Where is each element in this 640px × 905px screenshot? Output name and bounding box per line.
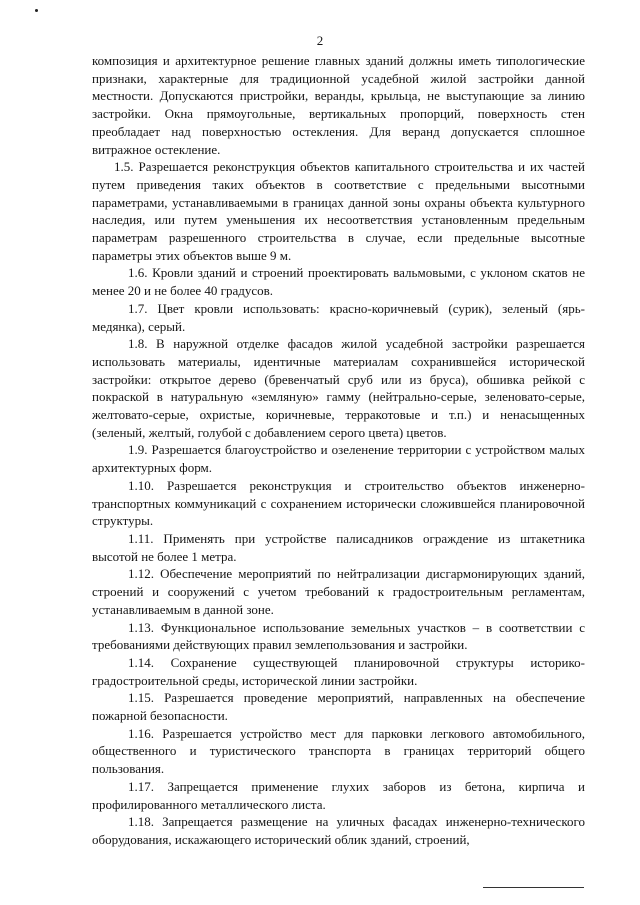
- paragraph-1-15: 1.15. Разрешается проведение мероприятий, направленных на обеспечение пожарной безопасности.: [92, 690, 585, 724]
- paragraph-1-13: 1.13. Функциональное использование земельных участков – в соответствии с требованиями действующих правил землепользования и застройки.: [92, 619, 585, 653]
- paragraph-1-16: 1.16. Разрешается устройство мест для парковки легкового автомобильного, общественного и туристического транспорта в границах территорий общего пользования.: [92, 725, 585, 777]
- paragraph-1-14: 1.14. Сохранение существующей планировочной структуры историко-градостроительной среды, исторической линии застройки.: [92, 654, 585, 688]
- bottom-rule: [483, 887, 584, 888]
- paragraph-1-9: 1.9. Разрешается благоустройство и озеленение территории с устройством малых архитектурных форм.: [92, 442, 585, 476]
- document-body: [92, 52, 585, 849]
- paragraph-1-11: 1.11. Применять при устройстве палисадников ограждение из штакетника высотой не более 1 метра.: [92, 530, 585, 564]
- scan-dot-mark: [35, 9, 38, 12]
- page-number: 2: [316, 33, 324, 48]
- paragraph-1-10: 1.10. Разрешается реконструкция и строительство объектов инженерно-транспортных коммуникаций с сохранением исторически сложившейся планировочной структуры.: [92, 477, 585, 529]
- paragraph-1-12: 1.12. Обеспечение мероприятий по нейтрализации дисгармонирующих зданий, строений и сооружений с учетом требований к градостроительным регламентам, устанавливаемым в данной зоне.: [92, 566, 585, 617]
- paragraph-1-8: 1.8. В наружной отделке фасадов жилой усадебной застройки разрешается использовать материалы, идентичные материалам сохранившейся исторической застройки: открытое дерево (бревенчатый сруб или из бруса), обшивка рейкой с покраской в натуральную «земляную» гамму (нейтрально-серые, зеленовато-серые, желтовато-серые, охристые, коричневые, терракотовые и т.п.) и ненасыщенных (зеленый, желтый, голубой с добавлением серого цвета) цветов.: [92, 336, 585, 440]
- paragraph-1-18: 1.18. Запрещается размещение на уличных фасадах инженерно-технического оборудования, искажающего исторический облик зданий, строений,: [92, 814, 585, 847]
- paragraph-1-7: 1.7. Цвет кровли использовать: красно-коричневый (сурик), зеленый (ярь-медянка), серый.: [92, 300, 585, 334]
- paragraph-1-5: 1.5. Разрешается реконструкция объектов капитального строительства и их частей путем приведения таких объектов в соответствие с предельными высотными параметрами, устанавливаемыми в границах данной зоны охраны объекта культурного наследия, или путем уменьшения их несоответствия установленным предельным параметрам разрешенного строительства в случае, если предельные высотные параметры этих объектов выше 9 м.: [92, 159, 585, 263]
- paragraph-1-6: 1.6. Кровли зданий и строений проектировать вальмовыми, с уклоном скатов не менее 20 и не более 40 градусов.: [92, 265, 585, 299]
- paragraph-1-17: 1.17. Запрещается применение глухих заборов из бетона, кирпича и профилированного металлического листа.: [92, 778, 585, 812]
- paragraph-continuation: композиция и архитектурное решение главных зданий должны иметь типологические признаки, характерные для традиционной усадебной жилой застройки данной местности. Допускаются пристройки, веранды, крыльца, не выступающие за линию застройки. Окна прямоугольные, вертикальных пропорций, поверхность стен преобладает над поверхностью остекления. Для веранд допускается сплошное витражное остекление.: [92, 53, 585, 157]
